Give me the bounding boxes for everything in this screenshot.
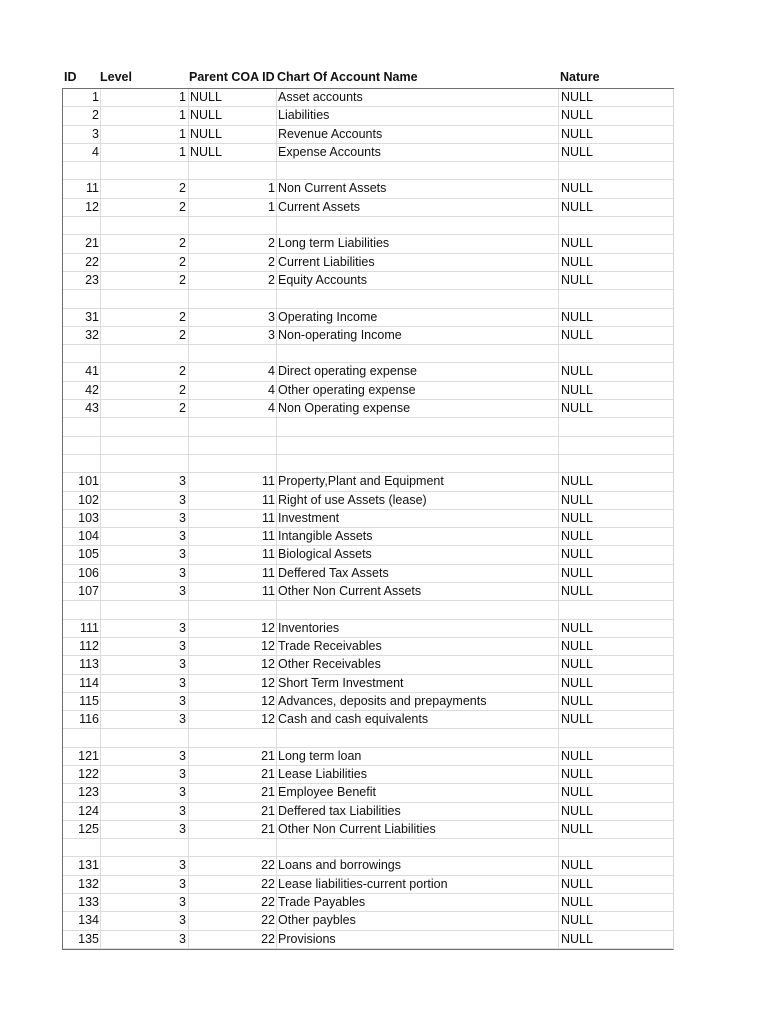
cell-parent-coa-id[interactable] bbox=[189, 290, 277, 307]
cell-nature[interactable]: NULL bbox=[561, 510, 593, 525]
cell-parent-coa-id[interactable]: 21 bbox=[189, 748, 277, 765]
cell-level[interactable]: 3 bbox=[101, 711, 189, 728]
cell-level[interactable] bbox=[101, 455, 189, 472]
cell-parent-coa-id[interactable]: 21 bbox=[189, 784, 277, 801]
cell-parent-coa-id[interactable] bbox=[189, 418, 277, 435]
cell-account-name[interactable]: Cash and cash equivalents bbox=[277, 711, 559, 728]
blank-row bbox=[63, 217, 673, 235]
cell-account-name[interactable]: Inventories bbox=[277, 620, 559, 637]
cell-level[interactable]: 3 bbox=[101, 931, 189, 948]
cell-id[interactable] bbox=[63, 455, 101, 472]
cell-nature[interactable]: NULL bbox=[561, 529, 593, 544]
cell-account-name[interactable]: Trade Payables bbox=[277, 894, 559, 911]
cell-account-name[interactable]: Other Non Current Liabilities bbox=[277, 821, 559, 838]
cell-parent-coa-id[interactable]: 21 bbox=[189, 803, 277, 820]
table-row bbox=[63, 363, 673, 381]
cell-parent-coa-id[interactable]: 11 bbox=[189, 473, 277, 490]
cell-level[interactable]: 3 bbox=[101, 857, 189, 874]
table-row bbox=[63, 89, 673, 107]
cell-account-name[interactable]: Other Non Current Assets bbox=[277, 583, 559, 600]
cell-account-name[interactable] bbox=[277, 437, 559, 454]
cell-level[interactable]: 1 bbox=[101, 107, 189, 124]
cell-nature[interactable] bbox=[559, 437, 675, 454]
cell-account-name[interactable] bbox=[277, 418, 559, 435]
cell-account-name[interactable]: Investment bbox=[277, 510, 559, 527]
table-row bbox=[63, 180, 673, 198]
cell-parent-coa-id[interactable]: 2 bbox=[189, 254, 277, 271]
cell-level[interactable]: 2 bbox=[101, 382, 189, 399]
cell-nature[interactable]: NULL bbox=[561, 858, 593, 873]
cell-id[interactable] bbox=[63, 162, 101, 179]
table-row bbox=[63, 382, 673, 400]
cell-id[interactable]: 133 bbox=[63, 894, 101, 911]
cell-id[interactable]: 103 bbox=[63, 510, 101, 527]
cell-id[interactable]: 131 bbox=[63, 857, 101, 874]
cell-account-name[interactable] bbox=[277, 839, 559, 856]
cell-account-name[interactable]: Liabilities bbox=[277, 107, 559, 124]
cell-nature[interactable]: NULL bbox=[561, 712, 593, 727]
cell-id[interactable] bbox=[63, 437, 101, 454]
cell-id[interactable] bbox=[63, 601, 101, 618]
cell-nature[interactable]: NULL bbox=[561, 272, 593, 287]
cell-parent-coa-id[interactable] bbox=[189, 345, 277, 362]
cell-parent-coa-id[interactable]: 4 bbox=[189, 363, 277, 380]
table-row bbox=[63, 857, 673, 875]
cell-nature[interactable]: NULL bbox=[561, 254, 593, 269]
cell-id[interactable]: 135 bbox=[63, 931, 101, 948]
cell-id[interactable]: 43 bbox=[63, 400, 101, 417]
cell-account-name[interactable]: Non Operating expense bbox=[277, 400, 559, 417]
table-row bbox=[63, 638, 673, 656]
cell-level[interactable]: 3 bbox=[101, 876, 189, 893]
cell-id[interactable]: 41 bbox=[63, 363, 101, 380]
blank-row bbox=[63, 290, 673, 308]
cell-nature[interactable]: NULL bbox=[561, 821, 593, 836]
cell-id[interactable]: 11 bbox=[63, 180, 101, 197]
table-row bbox=[63, 473, 673, 491]
cell-level[interactable] bbox=[101, 418, 189, 435]
cell-nature[interactable]: NULL bbox=[561, 474, 593, 489]
cell-account-name[interactable]: Property,Plant and Equipment bbox=[277, 473, 559, 490]
cell-parent-coa-id[interactable]: 22 bbox=[189, 857, 277, 874]
cell-id[interactable]: 104 bbox=[63, 528, 101, 545]
cell-nature[interactable] bbox=[559, 418, 675, 435]
cell-level[interactable]: 3 bbox=[101, 784, 189, 801]
cell-id[interactable]: 115 bbox=[63, 693, 101, 710]
cell-nature[interactable]: NULL bbox=[561, 565, 593, 580]
cell-nature[interactable]: NULL bbox=[561, 309, 593, 324]
cell-id[interactable]: 114 bbox=[63, 675, 101, 692]
cell-level[interactable]: 3 bbox=[101, 675, 189, 692]
cell-id[interactable]: 31 bbox=[63, 309, 101, 326]
cell-parent-coa-id[interactable]: 2 bbox=[189, 272, 277, 289]
cell-id[interactable]: 116 bbox=[63, 711, 101, 728]
blank-row bbox=[63, 729, 673, 747]
cell-nature[interactable]: NULL bbox=[561, 876, 593, 891]
cell-level[interactable]: 3 bbox=[101, 656, 189, 673]
cell-level[interactable]: 2 bbox=[101, 363, 189, 380]
cell-id[interactable]: 102 bbox=[63, 492, 101, 509]
table-row bbox=[63, 803, 673, 821]
cell-parent-coa-id[interactable]: NULL bbox=[189, 89, 277, 106]
cell-parent-coa-id[interactable]: 11 bbox=[189, 528, 277, 545]
cell-level[interactable] bbox=[101, 290, 189, 307]
cell-account-name[interactable]: Other operating expense bbox=[277, 382, 559, 399]
table-row bbox=[63, 912, 673, 930]
cell-level[interactable]: 3 bbox=[101, 912, 189, 929]
cell-nature[interactable]: NULL bbox=[561, 693, 593, 708]
cell-nature[interactable]: NULL bbox=[561, 675, 593, 690]
table-row bbox=[63, 199, 673, 217]
cell-level[interactable]: 2 bbox=[101, 309, 189, 326]
table-row bbox=[63, 107, 673, 125]
cell-account-name[interactable]: Direct operating expense bbox=[277, 363, 559, 380]
cell-level[interactable]: 3 bbox=[101, 766, 189, 783]
cell-level[interactable]: 3 bbox=[101, 748, 189, 765]
cell-parent-coa-id[interactable]: NULL bbox=[189, 107, 277, 124]
table-row bbox=[63, 546, 673, 564]
cell-account-name[interactable]: Revenue Accounts bbox=[277, 126, 559, 143]
table-row bbox=[63, 894, 673, 912]
cell-nature[interactable]: NULL bbox=[561, 766, 593, 781]
cell-parent-coa-id[interactable]: 21 bbox=[189, 766, 277, 783]
cell-account-name[interactable] bbox=[277, 217, 559, 234]
cell-account-name[interactable]: Other Receivables bbox=[277, 656, 559, 673]
cell-id[interactable]: 134 bbox=[63, 912, 101, 929]
cell-nature[interactable]: NULL bbox=[561, 90, 593, 104]
cell-parent-coa-id[interactable]: NULL bbox=[189, 126, 277, 143]
cell-account-name[interactable] bbox=[277, 345, 559, 362]
cell-level[interactable]: 3 bbox=[101, 821, 189, 838]
cell-id[interactable]: 3 bbox=[63, 126, 101, 143]
cell-id[interactable] bbox=[63, 839, 101, 856]
cell-id[interactable] bbox=[63, 345, 101, 362]
spreadsheet bbox=[62, 69, 674, 950]
cell-account-name[interactable]: Non-operating Income bbox=[277, 327, 559, 344]
cell-parent-coa-id[interactable] bbox=[189, 601, 277, 618]
blank-row bbox=[63, 345, 673, 363]
cell-account-name[interactable]: Right of use Assets (lease) bbox=[277, 492, 559, 509]
cell-nature[interactable] bbox=[559, 839, 675, 856]
cell-parent-coa-id[interactable] bbox=[189, 839, 277, 856]
cell-id[interactable]: 124 bbox=[63, 803, 101, 820]
cell-account-name[interactable]: Asset accounts bbox=[277, 89, 559, 106]
cell-parent-coa-id[interactable]: 22 bbox=[189, 931, 277, 948]
cell-account-name[interactable]: Provisions bbox=[277, 931, 559, 948]
cell-nature[interactable]: NULL bbox=[561, 108, 593, 123]
cell-nature[interactable]: NULL bbox=[561, 144, 593, 159]
table-row bbox=[63, 821, 673, 839]
cell-id[interactable]: 101 bbox=[63, 473, 101, 490]
cell-level[interactable]: 2 bbox=[101, 254, 189, 271]
cell-account-name[interactable]: Current Liabilities bbox=[277, 254, 559, 271]
cell-level[interactable] bbox=[101, 437, 189, 454]
table-row bbox=[63, 748, 673, 766]
cell-parent-coa-id[interactable]: 12 bbox=[189, 711, 277, 728]
cell-nature[interactable]: NULL bbox=[561, 382, 593, 397]
cell-id[interactable]: 121 bbox=[63, 748, 101, 765]
cell-parent-coa-id[interactable]: 12 bbox=[189, 638, 277, 655]
cell-id[interactable]: 42 bbox=[63, 382, 101, 399]
table-row bbox=[63, 693, 673, 711]
cell-nature[interactable]: NULL bbox=[561, 547, 593, 562]
cell-id[interactable]: 113 bbox=[63, 656, 101, 673]
cell-parent-coa-id[interactable]: 11 bbox=[189, 492, 277, 509]
cell-level[interactable]: 2 bbox=[101, 400, 189, 417]
cell-level[interactable] bbox=[101, 839, 189, 856]
cell-parent-coa-id[interactable]: 11 bbox=[189, 510, 277, 527]
table-row bbox=[63, 583, 673, 601]
blank-row bbox=[63, 418, 673, 436]
cell-account-name[interactable]: Employee Benefit bbox=[277, 784, 559, 801]
cell-nature[interactable]: NULL bbox=[561, 199, 593, 214]
cell-account-name[interactable]: Intangible Assets bbox=[277, 528, 559, 545]
cell-id[interactable] bbox=[63, 217, 101, 234]
cell-id[interactable] bbox=[63, 418, 101, 435]
cell-level[interactable]: 3 bbox=[101, 565, 189, 582]
table-row bbox=[63, 235, 673, 253]
cell-account-name[interactable]: Current Assets bbox=[277, 199, 559, 216]
cell-id[interactable]: 22 bbox=[63, 254, 101, 271]
table-row bbox=[63, 272, 673, 290]
cell-nature[interactable]: NULL bbox=[561, 785, 593, 800]
cell-nature[interactable] bbox=[559, 455, 675, 472]
table-row bbox=[63, 492, 673, 510]
cell-parent-coa-id[interactable] bbox=[189, 437, 277, 454]
cell-account-name[interactable]: Short Term Investment bbox=[277, 675, 559, 692]
cell-parent-coa-id[interactable]: 12 bbox=[189, 693, 277, 710]
table-row bbox=[63, 675, 673, 693]
cell-level[interactable]: 2 bbox=[101, 327, 189, 344]
cell-parent-coa-id[interactable]: 12 bbox=[189, 656, 277, 673]
cell-level[interactable]: 2 bbox=[101, 180, 189, 197]
cell-account-name[interactable] bbox=[277, 162, 559, 179]
cell-nature[interactable]: NULL bbox=[561, 748, 593, 763]
cell-account-name[interactable]: Long term Liabilities bbox=[277, 235, 559, 252]
header-parent-coa-id: Parent COA ID bbox=[189, 70, 275, 84]
blank-row bbox=[63, 601, 673, 619]
cell-parent-coa-id[interactable]: 22 bbox=[189, 912, 277, 929]
cell-account-name[interactable]: Lease Liabilities bbox=[277, 766, 559, 783]
cell-level[interactable]: 2 bbox=[101, 235, 189, 252]
cell-parent-coa-id[interactable] bbox=[189, 162, 277, 179]
cell-level[interactable] bbox=[101, 162, 189, 179]
cell-parent-coa-id[interactable] bbox=[189, 455, 277, 472]
cell-account-name[interactable]: Lease liabilities-current portion bbox=[277, 876, 559, 893]
blank-row bbox=[63, 839, 673, 857]
cell-parent-coa-id[interactable]: 11 bbox=[189, 546, 277, 563]
cell-parent-coa-id[interactable]: 21 bbox=[189, 821, 277, 838]
cell-level[interactable]: 3 bbox=[101, 473, 189, 490]
table-row bbox=[63, 400, 673, 418]
cell-account-name[interactable]: Long term loan bbox=[277, 748, 559, 765]
cell-nature[interactable]: NULL bbox=[561, 181, 593, 196]
table-row bbox=[63, 565, 673, 583]
cell-nature[interactable] bbox=[559, 345, 675, 362]
cell-id[interactable]: 106 bbox=[63, 565, 101, 582]
cell-nature[interactable]: NULL bbox=[561, 584, 593, 599]
cell-nature[interactable] bbox=[559, 217, 675, 234]
cell-level[interactable] bbox=[101, 345, 189, 362]
cell-id[interactable]: 1 bbox=[63, 89, 101, 106]
cell-parent-coa-id[interactable]: 3 bbox=[189, 327, 277, 344]
header-level: Level bbox=[100, 70, 132, 84]
cell-level[interactable]: 3 bbox=[101, 693, 189, 710]
table-row bbox=[63, 766, 673, 784]
cell-id[interactable]: 2 bbox=[63, 107, 101, 124]
cell-level[interactable]: 3 bbox=[101, 620, 189, 637]
table-row bbox=[63, 876, 673, 894]
cell-id[interactable]: 12 bbox=[63, 199, 101, 216]
cell-id[interactable]: 23 bbox=[63, 272, 101, 289]
cell-nature[interactable]: NULL bbox=[561, 931, 593, 946]
cell-id[interactable]: 125 bbox=[63, 821, 101, 838]
cell-account-name[interactable]: Non Current Assets bbox=[277, 180, 559, 197]
cell-nature[interactable]: NULL bbox=[561, 236, 593, 251]
cell-level[interactable]: 3 bbox=[101, 803, 189, 820]
header-chart-of-account-name: Chart Of Account Name bbox=[277, 70, 418, 84]
cell-account-name[interactable]: Trade Receivables bbox=[277, 638, 559, 655]
cell-level[interactable] bbox=[101, 217, 189, 234]
cell-level[interactable]: 1 bbox=[101, 126, 189, 143]
cell-account-name[interactable]: Operating Income bbox=[277, 309, 559, 326]
cell-level[interactable]: 3 bbox=[101, 894, 189, 911]
table-row bbox=[63, 656, 673, 674]
cell-parent-coa-id[interactable]: 11 bbox=[189, 583, 277, 600]
cell-parent-coa-id[interactable]: 12 bbox=[189, 620, 277, 637]
cell-level[interactable]: 3 bbox=[101, 638, 189, 655]
cell-level[interactable]: 1 bbox=[101, 89, 189, 106]
cell-parent-coa-id[interactable] bbox=[189, 729, 277, 746]
cell-parent-coa-id[interactable]: 22 bbox=[189, 894, 277, 911]
cell-account-name[interactable]: Deffered tax Liabilities bbox=[277, 803, 559, 820]
blank-row bbox=[63, 455, 673, 473]
cell-nature[interactable] bbox=[559, 729, 675, 746]
table-row bbox=[63, 931, 673, 949]
table-row bbox=[63, 620, 673, 638]
cell-nature[interactable]: NULL bbox=[561, 657, 593, 672]
cell-nature[interactable]: NULL bbox=[561, 126, 593, 141]
cell-parent-coa-id[interactable]: 2 bbox=[189, 235, 277, 252]
cell-id[interactable]: 122 bbox=[63, 766, 101, 783]
cell-nature[interactable]: NULL bbox=[561, 492, 593, 507]
cell-id[interactable]: 123 bbox=[63, 784, 101, 801]
cell-level[interactable]: 2 bbox=[101, 199, 189, 216]
cell-account-name[interactable] bbox=[277, 729, 559, 746]
blank-row bbox=[63, 437, 673, 455]
cell-account-name[interactable] bbox=[277, 290, 559, 307]
cell-id[interactable]: 132 bbox=[63, 876, 101, 893]
cell-account-name[interactable]: Expense Accounts bbox=[277, 144, 559, 161]
cell-nature[interactable]: NULL bbox=[561, 620, 593, 635]
cell-nature[interactable]: NULL bbox=[561, 913, 593, 928]
cell-account-name[interactable]: Advances, deposits and prepayments bbox=[277, 693, 559, 710]
cell-nature[interactable]: NULL bbox=[561, 638, 593, 653]
cell-level[interactable]: 3 bbox=[101, 546, 189, 563]
cell-id[interactable]: 32 bbox=[63, 327, 101, 344]
cell-account-name[interactable] bbox=[277, 455, 559, 472]
cell-nature[interactable] bbox=[559, 601, 675, 618]
cell-nature[interactable]: NULL bbox=[561, 364, 593, 379]
table-row bbox=[63, 254, 673, 272]
cell-id[interactable]: 21 bbox=[63, 235, 101, 252]
cell-level[interactable]: 3 bbox=[101, 510, 189, 527]
table-row bbox=[63, 327, 673, 345]
cell-nature[interactable]: NULL bbox=[561, 803, 593, 818]
table-row bbox=[63, 510, 673, 528]
cell-account-name[interactable]: Equity Accounts bbox=[277, 272, 559, 289]
cell-nature[interactable] bbox=[559, 162, 675, 179]
cell-parent-coa-id[interactable]: 12 bbox=[189, 675, 277, 692]
cell-level[interactable]: 2 bbox=[101, 272, 189, 289]
cell-nature[interactable]: NULL bbox=[561, 895, 593, 910]
table-row bbox=[63, 528, 673, 546]
header-nature: Nature bbox=[560, 70, 600, 84]
cell-parent-coa-id[interactable]: 4 bbox=[189, 400, 277, 417]
cell-parent-coa-id[interactable]: NULL bbox=[189, 144, 277, 161]
cell-id[interactable] bbox=[63, 290, 101, 307]
cell-id[interactable]: 105 bbox=[63, 546, 101, 563]
cell-id[interactable]: 112 bbox=[63, 638, 101, 655]
cell-level[interactable]: 3 bbox=[101, 583, 189, 600]
cell-id[interactable]: 107 bbox=[63, 583, 101, 600]
cell-account-name[interactable] bbox=[277, 601, 559, 618]
cell-parent-coa-id[interactable]: 22 bbox=[189, 876, 277, 893]
cell-id[interactable]: 111 bbox=[63, 620, 101, 637]
cell-nature[interactable]: NULL bbox=[561, 401, 593, 416]
cell-parent-coa-id[interactable]: 1 bbox=[189, 180, 277, 197]
table-body bbox=[62, 89, 674, 950]
cell-level[interactable] bbox=[101, 729, 189, 746]
cell-account-name[interactable]: Deffered Tax Assets bbox=[277, 565, 559, 582]
cell-account-name[interactable]: Biological Assets bbox=[277, 546, 559, 563]
cell-nature[interactable]: NULL bbox=[561, 327, 593, 342]
cell-nature[interactable] bbox=[559, 290, 675, 307]
table-row bbox=[63, 711, 673, 729]
table-row bbox=[63, 144, 673, 162]
cell-level[interactable]: 1 bbox=[101, 144, 189, 161]
cell-level[interactable]: 3 bbox=[101, 492, 189, 509]
blank-row bbox=[63, 162, 673, 180]
cell-parent-coa-id[interactable] bbox=[189, 217, 277, 234]
cell-account-name[interactable]: Other paybles bbox=[277, 912, 559, 929]
table-row bbox=[63, 309, 673, 327]
cell-account-name[interactable]: Loans and borrowings bbox=[277, 857, 559, 874]
table-row bbox=[63, 784, 673, 802]
cell-parent-coa-id[interactable]: 4 bbox=[189, 382, 277, 399]
cell-id[interactable] bbox=[63, 729, 101, 746]
cell-level[interactable] bbox=[101, 601, 189, 618]
cell-parent-coa-id[interactable]: 11 bbox=[189, 565, 277, 582]
cell-parent-coa-id[interactable]: 3 bbox=[189, 309, 277, 326]
cell-id[interactable]: 4 bbox=[63, 144, 101, 161]
header-id: ID bbox=[64, 70, 77, 84]
cell-level[interactable]: 3 bbox=[101, 528, 189, 545]
table-row bbox=[63, 126, 673, 144]
header-row bbox=[62, 69, 674, 89]
cell-parent-coa-id[interactable]: 1 bbox=[189, 199, 277, 216]
